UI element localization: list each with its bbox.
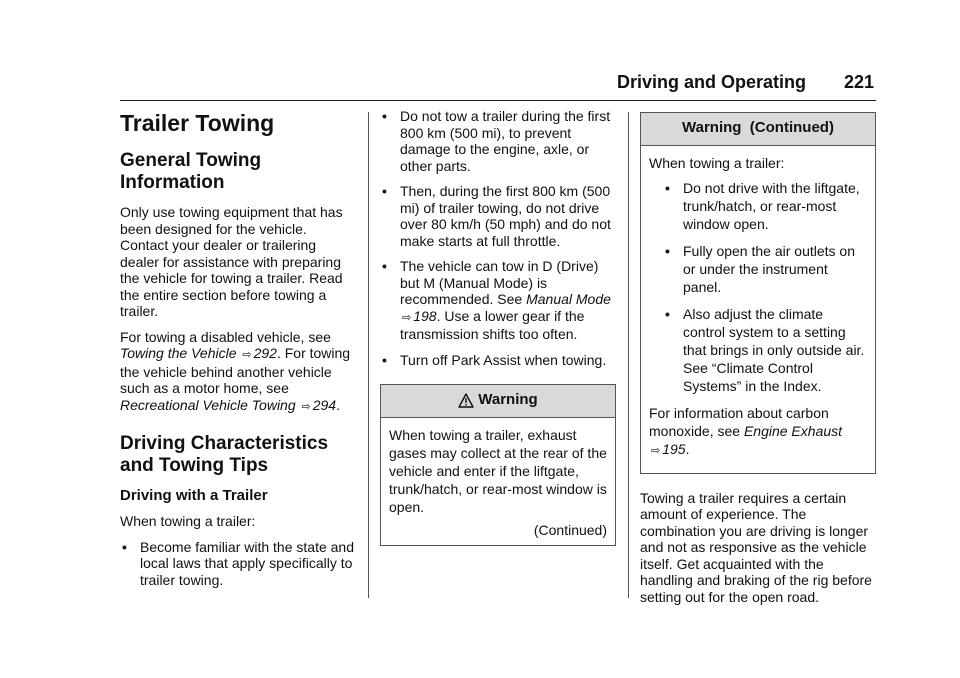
column-left — [120, 108, 355, 597]
paragraph-when-towing: When towing a trailer: — [120, 513, 256, 529]
bullet-icon: • — [382, 108, 387, 124]
page-ref-arrow-icon: ⇨ — [301, 400, 311, 413]
warning-box — [380, 384, 616, 546]
continued-label: (Continued) — [533, 521, 607, 538]
warning-title: Warning — [478, 391, 538, 408]
warning-continued-body: When towing a trailer: • Do not drive with the liftgate, trunk/hatch, or rear-most window open. • Fully open the air outlets on or under the instrument panel. • Also adjust the climate control system to a setting that brings in only outside air. See “Climate Control Systems” in the Index. For information about carbon monoxide, see Engine Exhaust ⇨ 195. — [641, 146, 875, 473]
ref-page-294[interactable]: 294 — [312, 396, 337, 413]
bullet-icon: • — [382, 258, 387, 274]
list-item: • Fully open the air outlets on or under the instrument panel. — [665, 242, 855, 295]
list-item: • Do not drive with the liftgate, trunk/hatch, or rear-most window open. — [665, 179, 860, 232]
page-number: 221 — [843, 72, 874, 92]
bullet-icon: • — [665, 305, 670, 322]
list-item: • Do not tow a trailer during the first 800 km (500 mi), to prevent damage to the engine, axle, or other parts. — [382, 108, 611, 174]
ref-engine-exhaust[interactable]: Engine Exhaust — [743, 422, 843, 439]
ref-manual-mode[interactable]: Manual Mode — [526, 291, 611, 307]
list-item: • The vehicle can tow in D (Drive) but M (Manual Mode) is recommended. See Manual Mode ⇨ 198. Use a lower gear if the transmission shifts too often. — [382, 258, 611, 342]
warning-continued-box — [640, 112, 876, 474]
ref-page-195[interactable]: 195 — [662, 440, 686, 457]
page-ref-arrow-icon: ⇨ — [651, 444, 661, 457]
section-title: Driving and Operating — [616, 72, 806, 92]
bullet-icon: • — [382, 183, 387, 199]
bullet-icon: • — [665, 179, 670, 196]
bullet-icon: • — [122, 538, 127, 555]
bullet-icon: • — [382, 351, 387, 368]
heading-trailer-towing: Trailer Towing — [120, 110, 275, 136]
warning-body: When towing a trailer, exhaust gases may collect at the rear of the vehicle and enter if the liftgate, trunk/hatch, or rear-most window is open. (Continued) — [389, 426, 607, 538]
column-right — [640, 108, 876, 614]
warning-continued-header: Warning (Continued) — [641, 113, 875, 146]
heading-driving-characteristics: Driving Characteristics and Towing Tips — [120, 433, 329, 476]
paragraph-experience: Towing a trailer requires a certain amount of experience. The combination you are driving is longer and not as responsive as the vehicle itself. Get acquainted with the handling and braking of the rig before setting out for the open road. — [640, 489, 872, 605]
warning-header — [381, 385, 615, 418]
ref-towing-the-vehicle[interactable]: Towing the Vehicle — [120, 345, 237, 361]
list-item: • Then, during the first 800 km (500 mi) of trailer towing, do not drive over 80 km/h (50 mph) and do not make starts at full throttle. — [382, 183, 611, 249]
ref-page-198[interactable]: 198 — [413, 307, 437, 324]
list-item: • Become familiar with the state and local laws that apply specifically to trailer towing. — [122, 538, 354, 588]
warning-triangle-icon — [458, 393, 474, 408]
column-divider — [368, 112, 369, 598]
paragraph-carbon-monoxide: For information about carbon monoxide, see Engine Exhaust ⇨ 195. — [649, 404, 843, 457]
column-divider — [628, 112, 629, 598]
paragraph-disabled-vehicle: For towing a disabled vehicle, see Towing the Vehicle ⇨ 292. For towing the vehicle behind another vehicle such as a motor home, see Recreational Vehicle Towing ⇨ 294. — [120, 328, 351, 413]
page-ref-arrow-icon: ⇨ — [402, 311, 412, 324]
page-ref-arrow-icon: ⇨ — [242, 349, 252, 361]
heading-driving-with-trailer: Driving with a Trailer — [120, 487, 268, 504]
ref-recreational-vehicle-towing[interactable]: Recreational Vehicle Towing — [120, 396, 296, 413]
paragraph-only-use: Only use towing equipment that has been designed for the vehicle. Contact your dealer or trailering dealer for assistance with preparing the vehicle for towing a trailer. Read the entire section before towing a trailer. — [120, 204, 343, 319]
running-header — [120, 70, 876, 101]
ref-page-292[interactable]: 292 — [253, 345, 277, 361]
list-item: • Also adjust the climate control system to a setting that brings in only outside air. See “Climate Control Systems” in the Index. — [665, 305, 865, 394]
list-item: • Turn off Park Assist when towing. — [382, 351, 607, 368]
bullet-icon: • — [665, 242, 670, 259]
column-middle — [380, 108, 616, 546]
heading-general-towing: General Towing Information — [120, 150, 262, 193]
